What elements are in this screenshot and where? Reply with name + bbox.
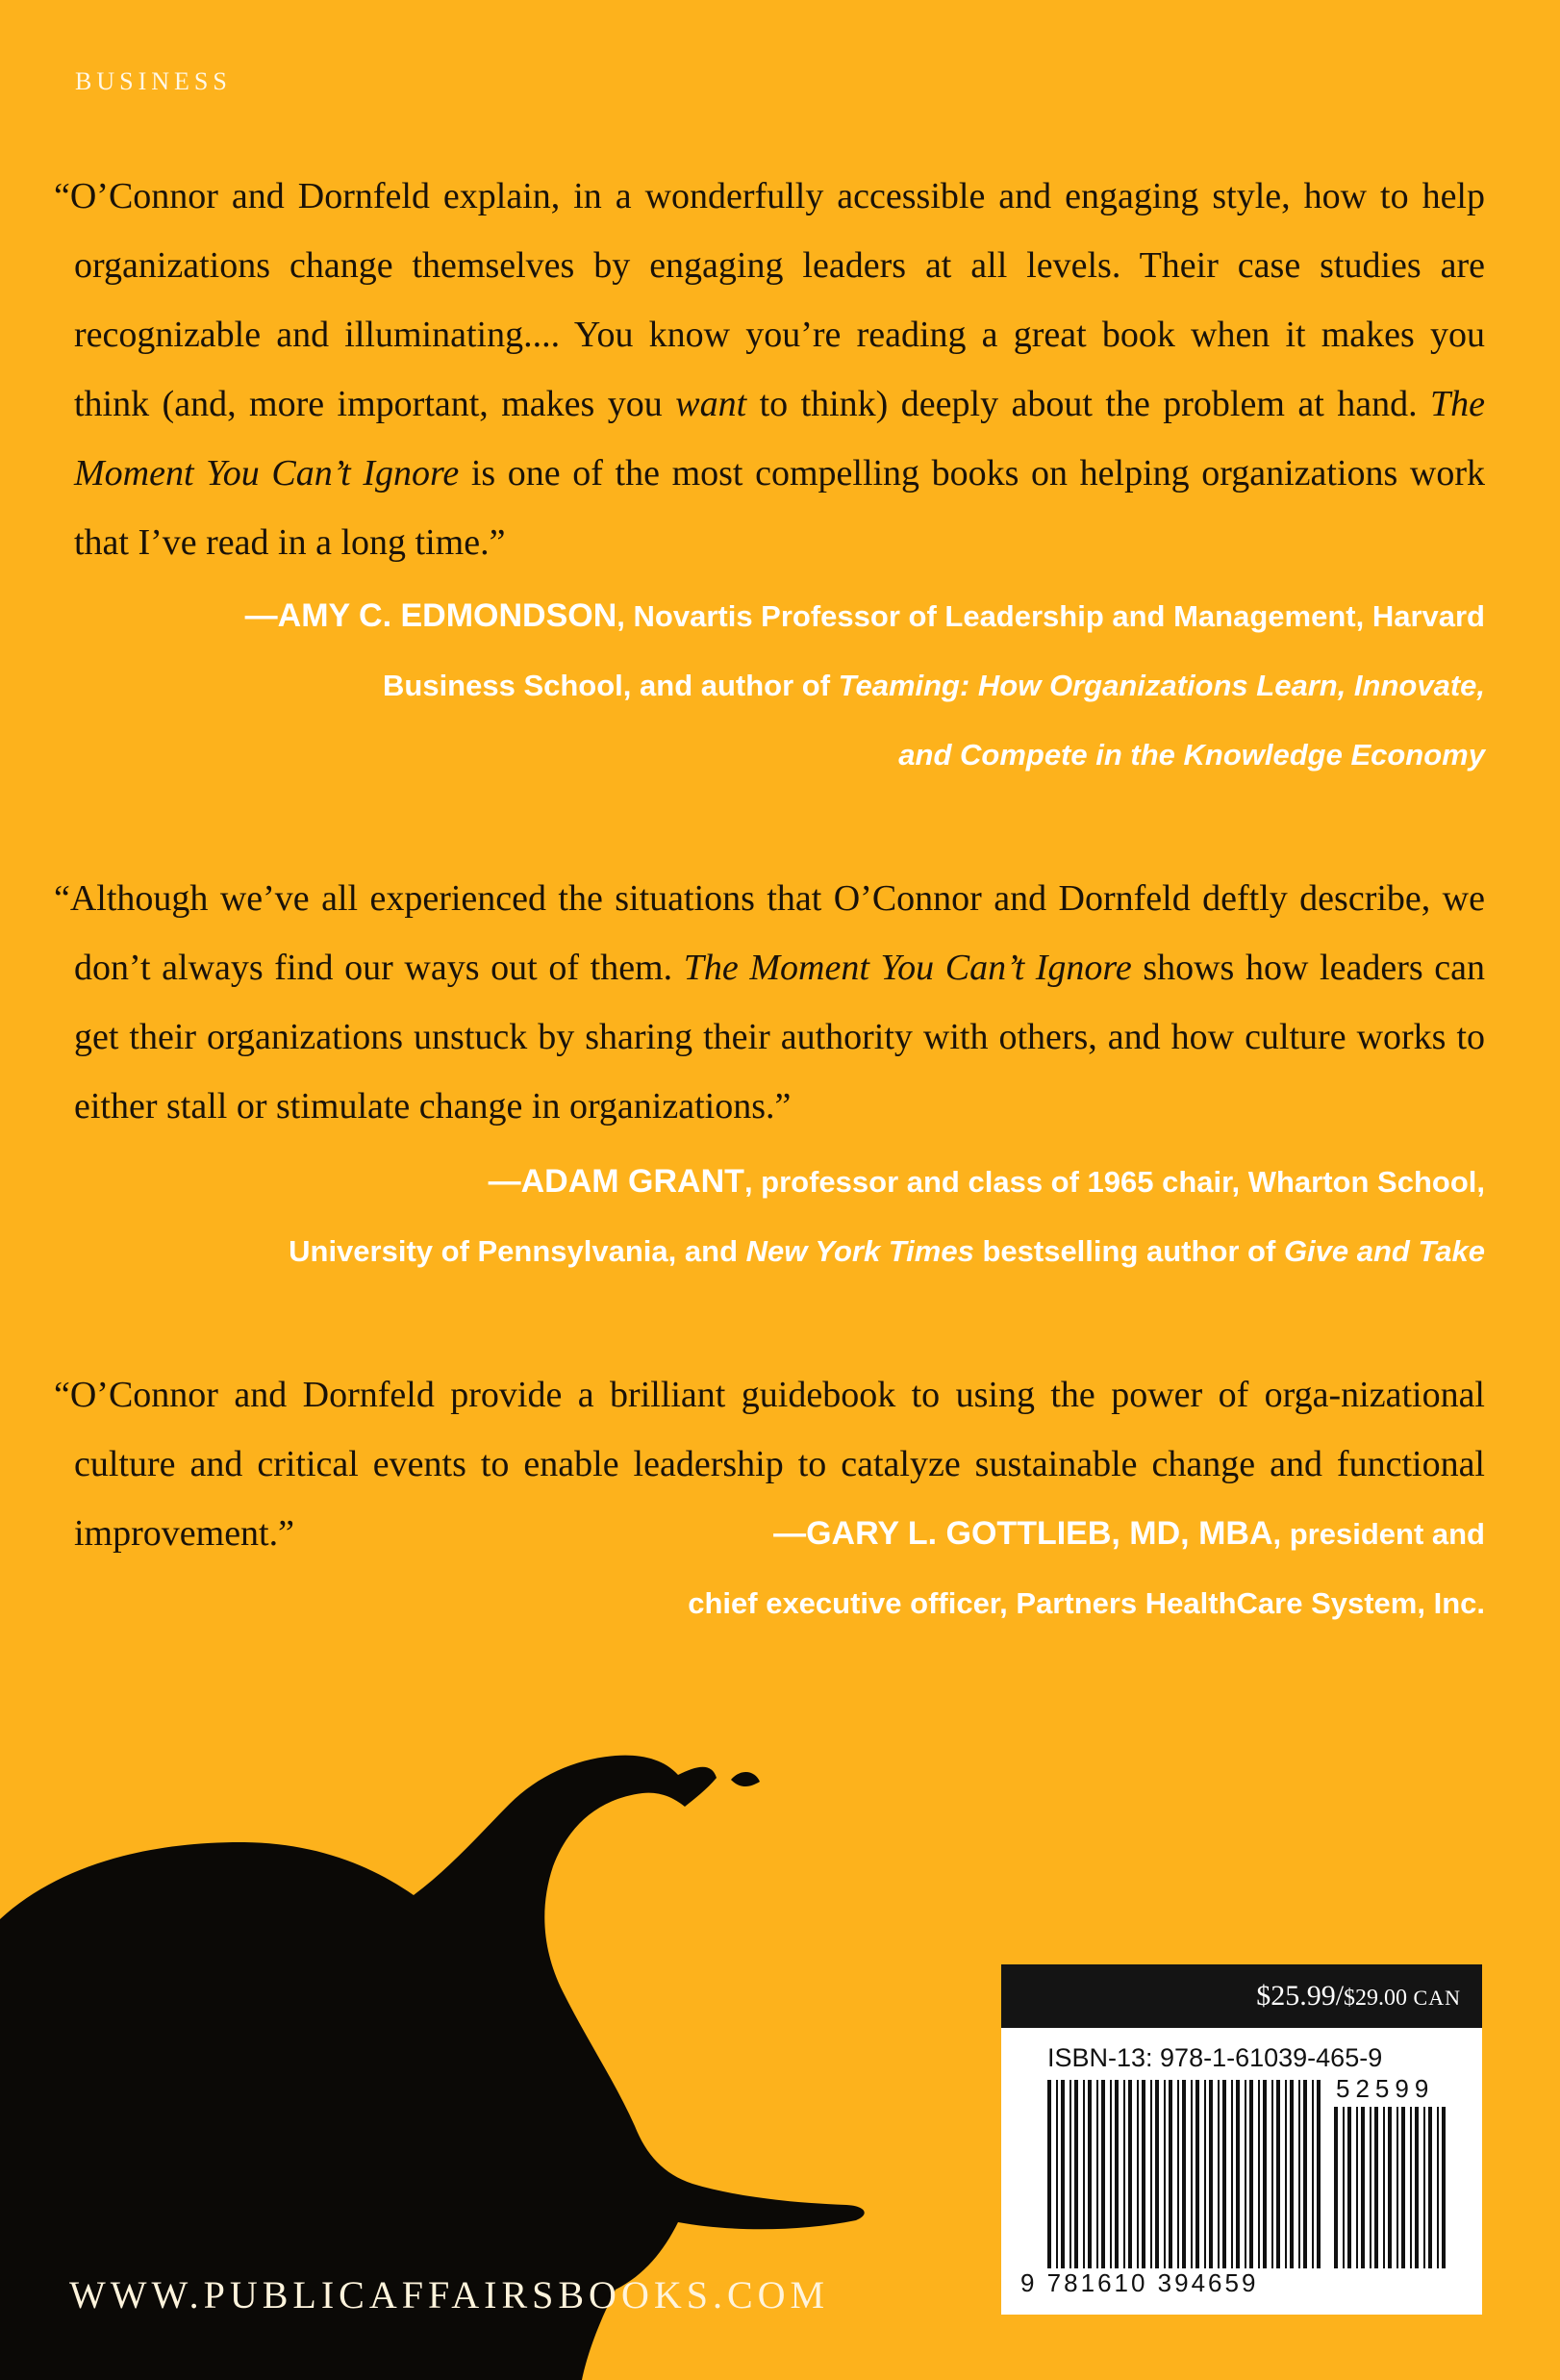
barcode-bar (1204, 2080, 1206, 2268)
barcode-image (1001, 1964, 1482, 2315)
barcode-bar (1169, 2080, 1172, 2268)
price-cad-label: CAN (1407, 1986, 1461, 2010)
barcode-bar (1388, 2107, 1392, 2268)
barcode-bar (1209, 2080, 1213, 2268)
barcode-bar (1343, 2107, 1345, 2268)
blurb-text: to think) deeply about the problem at hand. (746, 384, 1431, 424)
endorser-book-title: Teaming: How Organizations Learn, Innovate, (838, 669, 1485, 702)
barcode-bar (1150, 2080, 1152, 2268)
endorser-book-title: Give and Take (1283, 1234, 1485, 1268)
barcode-bar (1191, 2080, 1193, 2268)
barcode-bar (1195, 2080, 1199, 2268)
barcode-bar (1249, 2080, 1253, 2268)
barcode-bar (1374, 2107, 1378, 2268)
barcode-bar (1442, 2107, 1446, 2268)
blurb-text: shows how leaders can get their organizations unstuck by sharing their authority with others, and how culture works to either stall or stimulate change in organizations.” (74, 948, 1485, 1127)
barcode-bar (1370, 2107, 1371, 2268)
endorser-name: —GARY L. GOTTLIEB, MD, MBA (773, 1515, 1273, 1552)
barcode-bar (1074, 2080, 1078, 2268)
barcode-bar (1312, 2080, 1314, 2268)
barcode-bar (1334, 2107, 1338, 2268)
barcode-bar (1155, 2080, 1159, 2268)
category-label: BUSINESS (75, 67, 232, 95)
barcode-bar (1137, 2080, 1139, 2268)
endorser-title: , president and (1272, 1517, 1485, 1551)
barcode-bar (1096, 2080, 1098, 2268)
endorser-title: , professor and class of 1965 chair, Wharton School, (743, 1165, 1485, 1199)
barcode-bar (1115, 2080, 1119, 2268)
endorser-name: —AMY C. EDMONDSON (244, 597, 617, 634)
barcode-bar (1056, 2080, 1058, 2268)
barcode-bar (1298, 2080, 1300, 2268)
barcode-bar (1303, 2080, 1307, 2268)
barcode-bar (1396, 2107, 1398, 2268)
barcode-bar (1276, 2080, 1280, 2268)
barcode-bar (1110, 2080, 1112, 2268)
barcode-bar (1231, 2080, 1233, 2268)
barcode-bar (1317, 2080, 1321, 2268)
barcode-bar (1182, 2080, 1186, 2268)
barcode-bar (1083, 2080, 1085, 2268)
barcode-bar (1361, 2107, 1365, 2268)
barcode-bar (1123, 2080, 1125, 2268)
barcode-bar (1128, 2080, 1132, 2268)
blurb-grant (54, 864, 1485, 1141)
blurb-emphasis: want (675, 384, 747, 424)
blurb-text: is one of the most compelling books on helping organizations work that I’ve read in a long time.” (74, 453, 1485, 563)
book-title: The Moment You Can’t Ignore (683, 948, 1132, 988)
barcode-bar (1415, 2107, 1419, 2268)
barcode-bar (1263, 2080, 1267, 2268)
barcode-bar (1245, 2080, 1246, 2268)
endorser-name: —ADAM GRANT (488, 1163, 744, 1200)
barcode-bar (1101, 2080, 1105, 2268)
barcode-bar (1423, 2107, 1425, 2268)
blurb-text: “O’Connor and Dornfeld explain, in a wonderfully accessible and engaging style, how to help organizations change themselves by engaging leaders at all levels. Their case studies are recognizable and illuminating.... You know you’re reading a great book when it makes you think (and, more important, makes you (54, 176, 1485, 424)
barcode-bar (1047, 2080, 1051, 2268)
attribution-grant (289, 1147, 1485, 1286)
endorser-publication: New York Times (745, 1234, 974, 1268)
barcode-bar (1177, 2080, 1179, 2268)
barcode-bar (1164, 2080, 1166, 2268)
barcode-bar (1142, 2080, 1145, 2268)
barcode-bar (1258, 2080, 1260, 2268)
blurb-text: “Although we’ve all experienced the situations that O’Connor and Dornfeld deftly describe, we don’t always find our ways out of them. (54, 878, 1485, 988)
barcode-bar (1410, 2107, 1412, 2268)
attribution-edmondson (245, 581, 1485, 790)
book-title: The Moment You Can’t Ignore (74, 384, 1486, 494)
barcode-bar (1437, 2107, 1439, 2268)
endorser-title: bestselling author of (973, 1234, 1284, 1268)
barcode-bar (1061, 2080, 1065, 2268)
barcode-bar (1285, 2080, 1287, 2268)
barcode-bar (1222, 2080, 1226, 2268)
price-cad: $29.00 (1344, 1986, 1408, 2011)
endorser-title: Business School, and author of (383, 669, 839, 702)
barcode-bar (1236, 2080, 1240, 2268)
endorser-title: University of Pennsylvania, and (289, 1234, 746, 1268)
isbn-number: ISBN-13: 978-1-61039-465-9 (1047, 2043, 1383, 2072)
barcode-bar (1383, 2107, 1385, 2268)
barcode-bar (1069, 2080, 1071, 2268)
blurb-edmondson (54, 162, 1485, 577)
blurb-text: “O’Connor and Dornfeld provide a brilliant guidebook to using the power of orga-nizational culture and critical events to enable leadership to catalyze sustainable change and functional improvement.” (54, 1375, 1485, 1554)
barcode-panel (1001, 1964, 1482, 2315)
barcode-bar (1271, 2080, 1273, 2268)
endorser-book-title: and Compete in the Knowledge Economy (898, 738, 1485, 772)
endorser-title: chief executive officer, Partners HealthCare System, Inc. (688, 1586, 1485, 1620)
barcode-bar (1356, 2107, 1358, 2268)
ean-number: 9 781610 394659 (1020, 2268, 1259, 2297)
barcode-bar (1218, 2080, 1220, 2268)
price-usd: $25.99/ (1256, 1980, 1345, 2012)
barcode-bar (1428, 2107, 1432, 2268)
endorser-title: , Novartis Professor of Leadership and Management, Harvard (616, 599, 1485, 633)
publisher-website: WWW.PUBLICAFFAIRSBOOKS.COM (69, 2273, 830, 2317)
barcode-bar (1347, 2107, 1351, 2268)
barcode-bar (1401, 2107, 1405, 2268)
attribution-gottlieb (688, 1499, 1485, 1638)
price-addon-code: 52599 (1336, 2074, 1435, 2103)
barcode-bar (1290, 2080, 1294, 2268)
barcode-bar (1088, 2080, 1092, 2268)
